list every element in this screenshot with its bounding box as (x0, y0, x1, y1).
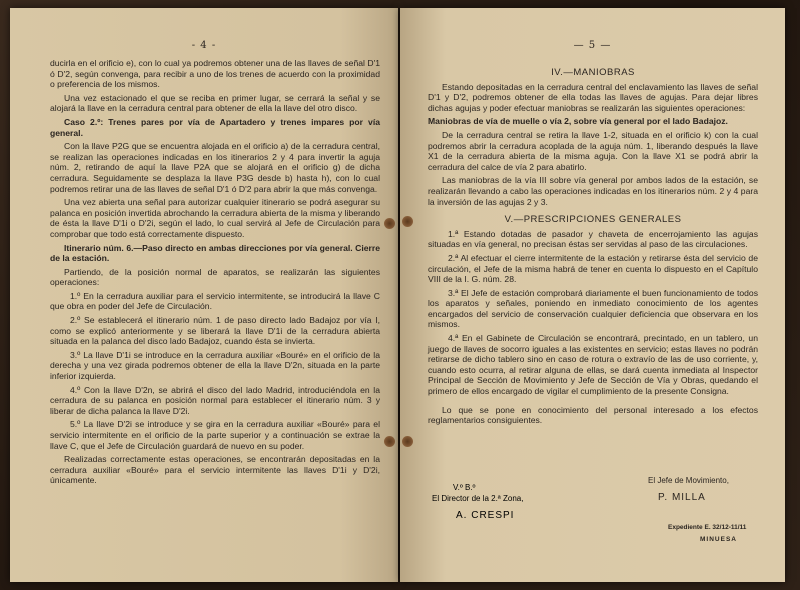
visto-bueno: V.º B.º (453, 483, 476, 492)
list-item: 3.ª El Jefe de estación comprobará diariamente el buen funcionamiento de todos los aparatos y señales, poniendo en inmediato conocimiento de los agentes encargados del servicio de conservación cualquier deficiencia que observara en los mismos. (428, 287, 758, 330)
paragraph: De la cerradura central se retira la llave 1-2, situada en el orificio k) con la cual podremos abrir la cerradura acoplada de la aguja núm. 1, liberando después la llave X1 de la cerradura abierta de la misma aguja. Con la llave X1 se podrá abrir la cerradura del calce de vía 2 para abatirlo. (428, 129, 758, 172)
signature-title: El Jefe de Movimiento, (648, 476, 729, 485)
page-number: — 5 — (573, 40, 612, 51)
paragraph: Las maniobras de la vía III sobre vía general por ambos lados de la estación, se realizarán llevando a cabo las operaciones indicadas en los itinerarios núm. 2 y 4 para la inversión de las agujas 2 y 3. (428, 175, 758, 207)
section-heading: Itinerario núm. 6.—Paso directo en ambas direcciones por vía general. Cierre de la estación. (50, 242, 380, 264)
paragraph: Con la llave P2G que se encuentra alojada en el orificio a) de la cerradura central, se realizan las operaciones indicadas en los itinerarios 2 y 4 para invertir la aguja núm. 2, retirando de aquí la llave P2A que se alojará en el orificio g) de dicha cerradura. Seguidamente se desplaza la llave P3G desde b) hasta h), con lo cual podremos retirar una de las llaves de señal D'1 ó D'2 para abrir la que más convenga. (50, 141, 380, 194)
printer-name: MINUESA (700, 536, 737, 543)
paragraph: ducirla en el orificio e), con lo cual ya podremos obtener una de las llaves de señal D'1 ó D'2, según convenga, para recibir a uno de los trenes de acuerdo con la proximidad o preferencia de los mismos. (50, 58, 380, 90)
binding-hole (384, 436, 395, 447)
subsection-heading: Maniobras de vía de muelle o vía 2, sobre vía general por el lado Badajoz. (428, 116, 728, 127)
closing-paragraph: Lo que se pone en conocimiento del personal interesado a los efectos reglamentarios consiguientes. (428, 404, 758, 426)
paragraph: Partiendo, de la posición normal de aparatos, se realizarán las siguientes operaciones: (50, 266, 380, 288)
paragraph: Estando depositadas en la cerradura central del enclavamiento las llaves de señal D'1 y D'2, podremos obtener de ella todas las llaves de agujas. Para dejar libres dichas agujas y poder efectuar maniobras se realizarán las siguientes operaciones: (428, 81, 758, 113)
list-item: 3.º La llave D'1i se introduce en la cerradura auxiliar «Bouré» en el orificio de la derecha y una vez girada podremos obtener de ella la llave D'2n, situada en la parte inferior izquierda. (50, 349, 380, 382)
signature-name: P. MILLA (658, 492, 706, 503)
list-item: 1.ª Estando dotadas de pasador y chaveta de encerrojamiento las agujas situadas en vía general, no precisan éstas ser servidas al paso de las circulaciones. (428, 228, 758, 250)
expediente-number: Expediente E. 32/12-11/11 (668, 524, 747, 531)
signature-title: El Director de la 2.ª Zona, (432, 494, 524, 503)
binding-hole (384, 218, 395, 229)
right-page-body (428, 68, 758, 429)
section-heading: Caso 2.º: Trenes pares por vía de Apartadero y trenes impares por vía general. (50, 116, 380, 138)
section-heading: V.—PRESCRIPCIONES GENERALES (504, 214, 682, 226)
page-number: - 4 - (191, 40, 217, 51)
binding-hole (402, 436, 413, 447)
signature-name: A. CRESPI (456, 510, 515, 521)
list-item: 5.º La llave D'2i se introduce y se gira en la cerradura auxiliar «Bouré» para el servicio intermitente en el orificio de la parte superior y a continuación se extrae la llave C, que el Jefe de Circulación guardará de nuevo en su poder. (50, 419, 380, 451)
list-item: 4.ª En el Gabinete de Circulación se encontrará, precintado, en un tablero, un juego de llaves de socorro iguales a las existentes en servicio; estas llaves no podrán retirarse de dicho tablero sino en caso de rotura o extravío de las de uso corriente, y, cuando esto ocurra, al retirar alguna de ellas, se dará cuenta inmediata al Inspector Principal de Sección de Movimiento y Jefe de Sección de Vía y Obras, quedando el primero de ellos encargado de vigilar el cumplimiento de la presente Consigna. (428, 333, 758, 397)
left-page (10, 8, 398, 582)
left-page-body (50, 58, 380, 489)
list-item: 1.º En la cerradura auxiliar para el servicio intermitente, se introducirá la llave C que obra en poder del Jefe de Circulación. (50, 290, 380, 312)
list-item: 4.º Con la llave D'2n, se abrirá el disco del lado Madrid, introduciéndola en la cerradura de su palanca en posición normal para establecer el itinerario núm. 3 y liberar de dicha palanca la llave D'2i. (50, 384, 380, 416)
list-item: 2.ª Al efectuar el cierre intermitente de la estación y retirarse ésta del servicio de circulación, el Jefe de la misma habrá de tener en cuenta lo dispuesto en el Capítulo VIII de la I. G. núm. 28. (428, 252, 758, 285)
binding-hole (402, 216, 413, 227)
list-item: 2.º Se establecerá el itinerario núm. 1 de paso directo lado Badajoz por vía I, como se explicó anteriormente y se liberará la llave D'1i de la cerradura abierta situada en la palanca del disco lado Badajoz, cuando ésta se invierta. (50, 315, 380, 347)
paragraph: Realizadas correctamente estas operaciones, se encontrarán depositadas en la cerradura auxiliar «Bouré» para el servicio intermitente las llaves D'1i y D'2i, únicamente. (50, 454, 380, 486)
paragraph: Una vez abierta una señal para autorizar cualquier itinerario se podrá asegurar su palanca en posición invertida abrochando la cerradura abierta de la misma y liberando de ésta la llave D'1i o D'2i, según el lado, lo cual servirá al Jefe de Circulación para comprobar que todo está correctamente dispuesto. (50, 197, 380, 239)
section-heading: IV.—MANIOBRAS (551, 67, 635, 78)
paragraph: Una vez estacionado el que se reciba en primer lugar, se cerrará la señal y se alojará la llave en la cerradura central para obtener de ella la llave del otro disco. (50, 92, 380, 114)
